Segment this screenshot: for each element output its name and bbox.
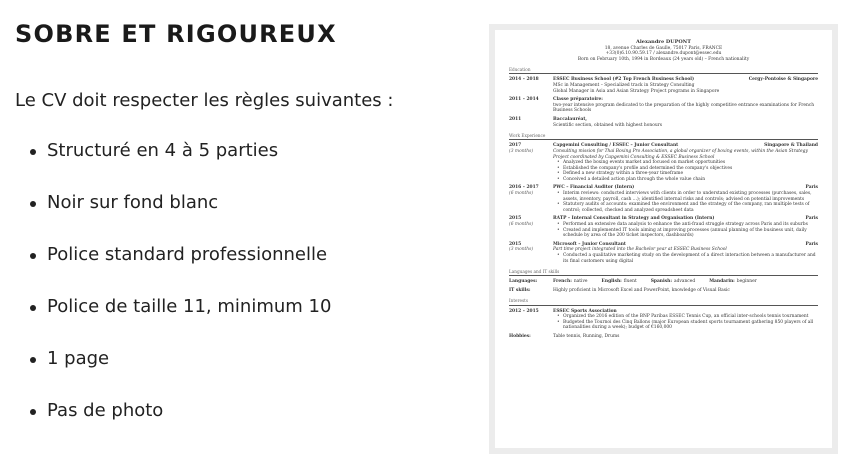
cv-bullet: • Defined a new strategy within a three-year timeframe: [563, 171, 818, 177]
cv-date: 2017 (3 months): [509, 143, 553, 182]
cv-entry-line: MSc in Management – Specialized track in Strategy Consulting: [553, 83, 695, 89]
cv-work-list: [509, 143, 818, 264]
cv-contact: +33(0)6.10.90.59.17 / alexandre.dupont@essec.edu: [605, 51, 722, 57]
cv-language-level: beginner: [736, 279, 757, 285]
cv-it-row: [509, 288, 818, 294]
cv-bullet: • Performed an extensive data analysis to enhance the anti-fraud struggle strategy across Paris and its suburbs: [563, 222, 818, 228]
cv-entry-body: [553, 185, 818, 213]
cv-interest-title: ESSEC Sports Association: [553, 308, 617, 314]
cv-languages-label: Languages:: [509, 279, 538, 285]
list-item: Noir sur fond blanc: [25, 182, 331, 234]
cv-language-level: fluent: [623, 279, 637, 285]
cv-address: 18, avenue Charles de Gaulle, 75017 Paris, FRANCE: [604, 45, 723, 51]
cv-entry-line: Scientific section, obtained with highest honours: [553, 122, 663, 128]
cv-entry-body: [553, 77, 818, 94]
cv-bullet: • Conceived a detailed action plan through the whole value chain: [563, 177, 818, 183]
cv-education-list: [509, 77, 818, 128]
cv-birth: Born on February 10th, 1994 in Bordeaux (24 years old) – French nationality: [577, 56, 750, 62]
cv-entry-body: [553, 117, 818, 128]
cv-interest-date: 2012 – 2015: [509, 308, 539, 314]
cv-date: 2011 – 2014: [509, 97, 539, 103]
cv-entry-body: [553, 216, 818, 238]
cv-date: 2011: [509, 117, 522, 123]
cv-date: 2014 – 2018: [509, 77, 539, 83]
page-title: SOBRE ET RIGOUREUX: [15, 20, 337, 48]
cv-entry-place: Paris: [805, 216, 818, 222]
cv-it-label: IT skills:: [509, 287, 531, 293]
cv-language: [602, 279, 637, 285]
cv-name: Alexandre DUPONT: [636, 39, 691, 45]
cv-entry-line: two-year intensive program dedicated to the preparation of the highly competitive entrance examinations for French Business Schools: [553, 102, 815, 114]
cv-date: 2015 (3 months): [509, 242, 553, 264]
cv-example-image: [489, 24, 838, 454]
cv-entry-body: [553, 242, 818, 264]
cv-language-name: English:: [601, 279, 622, 285]
cv-education-item: [509, 97, 818, 114]
cv-languages: [553, 279, 818, 285]
cv-entry-title: RATP – Internal Consultant in Strategy and Organisation (Intern): [553, 216, 715, 222]
cv-entry-title: Microsoft – Junior Consultant: [553, 241, 626, 247]
cv-bullets: [553, 253, 818, 264]
cv-bullet: • Created and implemented IT tools aiming at improving processes (annual planning of the business unit, daily schedule by area of the 200 ticket inspectors, dashboards): [563, 228, 818, 239]
cv-entry-body: [553, 97, 818, 114]
cv-entry-line: Global Manager in Asia and Asian Strategy Project programs in Singapore: [553, 88, 720, 94]
intro-text: Le CV doit respecter les règles suivantes :: [15, 90, 394, 111]
cv-entry-subtitle: Consulting mission for Thai Boxing Pro Association, a global organizer of boxing events, within the Asian Strategy Project coordinated by Capgemini Consulting & ESSEC Business School: [553, 148, 808, 160]
list-item: Police standard professionnelle: [25, 234, 331, 286]
cv-entry-place: Paris: [805, 241, 818, 247]
cv-bullets: [553, 222, 818, 239]
cv-entry-title: Capgemini Consulting / ESSEC – Junior Consultant: [553, 143, 679, 149]
cv-duration: (3 months): [509, 148, 534, 154]
cv-language-level: native: [573, 279, 588, 285]
cv-interest-bullets: [553, 314, 818, 331]
cv-section-education: Education: [509, 67, 818, 74]
cv-date: 2016 – 2017 (6 months): [509, 185, 553, 213]
cv-section-work: Work Experience: [509, 133, 818, 140]
cv-language-name: Spanish:: [650, 279, 672, 285]
list-item: Police de taille 11, minimum 10: [25, 286, 331, 338]
cv-hobbies-row: [509, 334, 818, 340]
cv-duration: (6 months): [509, 222, 534, 228]
cv-entry-title: Baccalauréat,: [553, 117, 587, 123]
cv-language-name: French:: [553, 279, 572, 285]
list-item: Pas de photo: [25, 390, 331, 442]
cv-date: 2015 (6 months): [509, 216, 553, 238]
cv-language-level: advanced: [673, 279, 696, 285]
cv-document: [495, 30, 832, 448]
cv-bullet: • Conducted a qualitative marketing study on the development of a direct interaction between a manufacturer and its final customers using digital: [563, 253, 818, 264]
cv-entry-place: Cergy-Pontoise & Singapore: [748, 77, 818, 83]
cv-hobbies-label: Hobbies:: [509, 333, 531, 339]
cv-language: [553, 279, 588, 285]
cv-bullet: • Established the company's profile and determined the company's objectives: [563, 166, 818, 172]
list-item: Structuré en 4 à 5 parties: [25, 130, 331, 182]
cv-bullet: • Analyzed the boxing events market and focused on market opportunities: [563, 160, 818, 166]
cv-languages-row: [509, 279, 818, 285]
cv-entry-place: Singapore & Thailand: [764, 143, 818, 149]
cv-entry-title: Classe préparatoire:: [553, 97, 603, 103]
cv-duration: (6 months): [509, 191, 534, 197]
rules-list: [25, 130, 331, 442]
cv-work-item: [509, 242, 818, 264]
cv-language: [709, 279, 757, 285]
list-item: 1 page: [25, 338, 331, 390]
cv-it-value: Highly proficient in Microsoft Excel and PowerPoint, knowledge of Visual Basic: [553, 287, 730, 293]
cv-entry-place: Paris: [805, 185, 818, 191]
cv-bullets: [553, 160, 818, 182]
cv-hobbies-value: Table tennis, Running, Drums: [553, 333, 620, 339]
cv-work-item: [509, 185, 818, 213]
cv-interest-row: [509, 309, 818, 331]
cv-bullet: • Budgeted the Tournoi des Cinq Ballons (major European student sports tournament gathering 850 players of all nationalities during a week); budget of €160,000: [563, 320, 818, 331]
cv-duration: (3 months): [509, 247, 534, 253]
cv-entry-title: PWC – Financial Auditor (Intern): [553, 185, 635, 191]
cv-education-item: [509, 77, 818, 94]
cv-education-item: [509, 117, 818, 128]
cv-entry-subtitle: Part time project integrated into the Bachelor year at ESSEC Business School: [553, 247, 727, 253]
cv-work-item: [509, 143, 818, 182]
cv-bullets: [553, 191, 818, 213]
cv-section-interests: Interests: [509, 298, 818, 305]
cv-work-item: [509, 216, 818, 238]
cv-entry-title: ESSEC Business School (#2 Top French Business School): [553, 77, 695, 83]
cv-bullet: • Organized the 2016 edition of the BNP Paribas ESSEC Tennis Cup, an official inter-schools tennis tournament: [563, 314, 818, 320]
cv-language-name: Mandarin:: [709, 279, 735, 285]
cv-bullet: • Interim reviews: conducted interviews with clients in order to understand existing processes (purchases, sales, assets, inventory, payroll, cash …); identified internal risks and controls; advised on potential improvements: [563, 191, 818, 202]
cv-section-languages: Languages and IT skills: [509, 269, 818, 276]
cv-entry-body: [553, 143, 818, 182]
cv-bullet: • Statutory audits of accounts: examined the environment and the strategy of the company, ran multiple tests of control; collected, checked and analyzed spreadsheet data: [563, 202, 818, 213]
cv-language: [651, 279, 695, 285]
